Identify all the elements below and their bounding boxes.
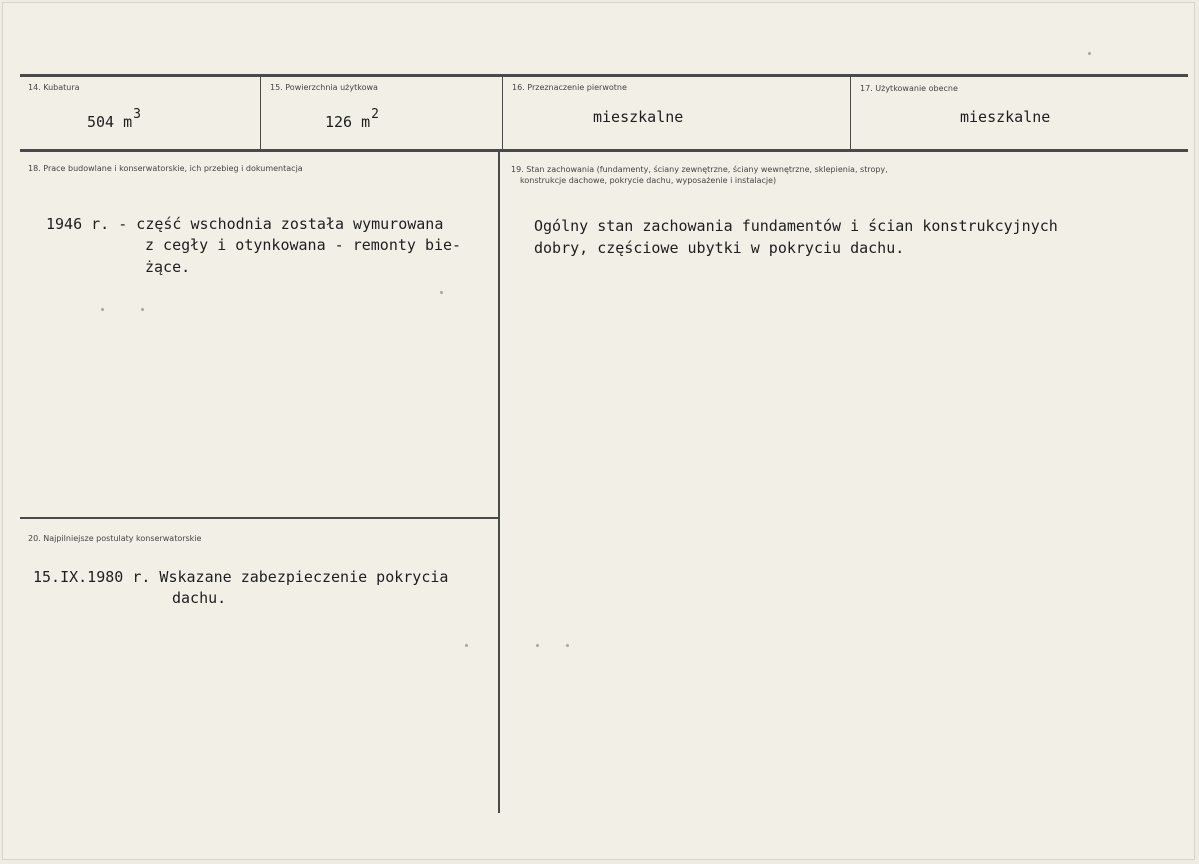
field-17-label: 17. Użytkowanie obecne (860, 84, 958, 93)
field-19-label-line-2: konstrukcje dachowe, pokrycie dachu, wyposażenie i instalacje) (520, 176, 777, 185)
field-15-unit: m (361, 113, 371, 131)
field-19-label-line-1: 19. Stan zachowania (fundamenty, ściany zewnętrzne, ściany wewnętrzne, sklepienia, stropy, (511, 165, 888, 174)
divider-15-16 (502, 76, 503, 150)
paper-speck (440, 291, 443, 294)
record-card (2, 2, 1195, 860)
field-20-line-2: dachu. (172, 589, 227, 607)
field-15-exponent: 2 (371, 107, 379, 122)
divider-18-19 (498, 151, 500, 813)
paper-speck (101, 308, 104, 311)
field-20-label: 20. Najpilniejsze postulaty konserwatorskie (28, 534, 202, 543)
divider-14-15 (260, 76, 261, 150)
field-18-label: 18. Prace budowlane i konserwatorskie, ich przebieg i dokumentacja (28, 164, 303, 173)
row1-bottom-rule (20, 149, 1188, 152)
paper-speck (536, 644, 539, 647)
field-14-unit: m (123, 113, 133, 131)
field-14-value (87, 104, 141, 133)
field-18-line-2: z cegły i otynkowana - remonty bie- (145, 236, 462, 254)
paper-speck (465, 644, 468, 647)
field-16-value: mieszkalne (593, 108, 684, 126)
field-14-number: 504 (87, 113, 115, 131)
field-15-value (325, 104, 379, 133)
field-14-exponent: 3 (133, 107, 141, 122)
paper-speck (566, 644, 569, 647)
field-18-line-1: 1946 r. - część wschodnia została wymurowana (46, 215, 444, 233)
paper-speck (141, 308, 144, 311)
top-rule (20, 74, 1188, 77)
field-15-label: 15. Powierzchnia użytkowa (270, 83, 378, 92)
divider-16-17 (850, 76, 851, 150)
field-16-label: 16. Przeznaczenie pierwotne (512, 83, 627, 92)
field-20-line-1: 15.IX.1980 r. Wskazane zabezpieczenie pokrycia (33, 568, 449, 586)
field-17-value: mieszkalne (960, 108, 1051, 126)
row2-bottom-rule (20, 517, 498, 519)
field-14-label: 14. Kubatura (28, 83, 80, 92)
paper-speck (1088, 52, 1091, 55)
field-15-number: 126 (325, 113, 353, 131)
field-19-line-1: Ogólny stan zachowania fundamentów i ścian konstrukcyjnych (534, 217, 1058, 235)
field-19-line-2: dobry, częściowe ubytki w pokryciu dachu. (534, 239, 905, 257)
field-18-line-3: żące. (145, 258, 191, 276)
